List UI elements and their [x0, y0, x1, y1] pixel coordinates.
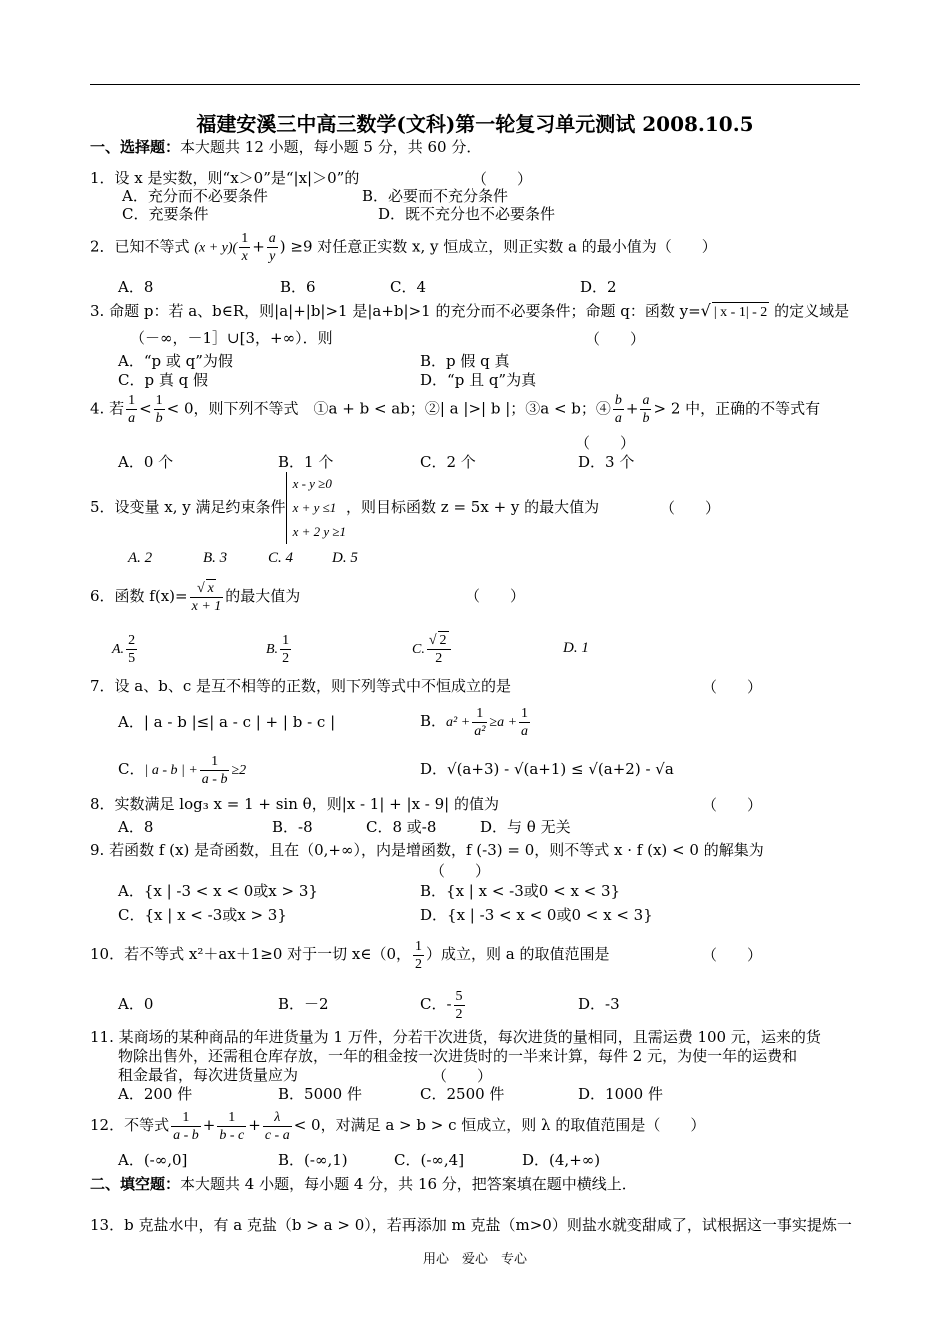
q5-option-b: B. 3: [203, 550, 228, 566]
q6-option-a-label: A.: [112, 642, 125, 657]
q6-option-b-label: B.: [266, 642, 279, 657]
q10-paren: （ ）: [702, 946, 763, 964]
q4-stem: 4. 若 $\frac{1}{a}$ < $\frac{1}{b}$ < 0，则下列不等式 ①a + b < ab；②| a |>| b |；③a < b；④ $\frac{b}{a}$ + $\frac{a}{b}$ > 2 中，正确的不等式有: [90, 393, 821, 426]
q5-constraint-1: x - y ≥0: [292, 476, 332, 491]
q12-frac-1-den: a - b: [173, 1127, 199, 1143]
q1-option-a: A．充分而不必要条件: [122, 187, 268, 205]
q12-post: < 0，对满足 a > b > c 恒成立，则 λ 的取值范围是（ ）: [293, 1116, 706, 1134]
q3-radicand: | x - 1| - 2: [712, 302, 769, 323]
q2-frac-2-den: y: [269, 249, 276, 264]
q10-option-c-label: C．-: [420, 995, 452, 1013]
q5-constraint-system: [286, 472, 346, 544]
q2-frac-1-den: x: [241, 249, 248, 264]
q10-option-a: A．0: [118, 995, 154, 1013]
q5-constraint-2: x + y ≤1: [292, 500, 337, 515]
q11-paren: （ ）: [432, 1067, 493, 1085]
q13-stem: 13．b 克盐水中，有 a 克盐（b > a > 0），若再添加 m 克盐（m>0）则盐水就变甜咸了，试根据这一事实提炼一: [90, 1216, 852, 1234]
q8-option-d: D．与 θ 无关: [480, 818, 571, 836]
section2-heading: 二、填空题：: [90, 1175, 181, 1193]
q4-frac-d: [640, 392, 651, 427]
q4-option-b: B．1 个: [278, 453, 334, 471]
section1: [90, 137, 481, 157]
q12-frac-1-num: 1: [171, 1109, 201, 1127]
q6-option-c-label: C.: [412, 642, 425, 657]
q6-option-d: D. 1: [563, 640, 589, 656]
q6-option-b-den: 2: [282, 650, 290, 666]
q6-option-b-num: 1: [282, 632, 290, 648]
q12-frac-3-num: λ: [263, 1109, 292, 1127]
q6-paren: （ ）: [465, 587, 526, 605]
q3-option-a: A．“p 或 q”为假: [118, 352, 233, 370]
q6-option-a-num: 2: [128, 632, 136, 648]
q4-post: > 2 中，正确的不等式有: [653, 399, 821, 418]
q12-pre: 12．不等式: [90, 1116, 170, 1134]
q7-option-b-f2-num: 1: [521, 705, 529, 721]
section1-desc: 本大题共 12 小题，每小题 5 分，共 60 分．: [180, 138, 482, 156]
q8-option-a: A．8: [118, 818, 154, 836]
q5-option-c: C. 4: [268, 550, 294, 566]
q4-paren: （ ）: [575, 434, 636, 452]
q5-option-a: A. 2: [128, 550, 153, 566]
q7-stem: 7．设 a、b、c 是互不相等的正数，则下列等式中不恒成立的是: [90, 677, 512, 695]
q4-frac-c-num: b: [614, 393, 622, 408]
q2-option-c: C．4: [390, 278, 427, 296]
q7-option-c-post: ≥2: [231, 763, 247, 778]
q6-option-c-den: 2: [435, 651, 443, 666]
q2-expr: (x + y)(: [194, 240, 238, 256]
q2-pre: 2．已知不等式: [90, 237, 190, 256]
q7-option-b-f2-den: a: [521, 723, 529, 739]
q4-pre: 4. 若: [90, 399, 125, 418]
q9-option-a: A．{x | -3 < x < 0或x > 3}: [118, 882, 318, 900]
q1-option-d: D．既不充分也不必要条件: [378, 205, 556, 223]
section2: [90, 1174, 637, 1194]
q6-frac-den: x + 1: [191, 599, 222, 614]
q8-option-c: C．8 或-8: [366, 818, 437, 836]
q11-option-a: A．200 件: [118, 1085, 193, 1103]
q4-frac-a-den: a: [128, 411, 136, 426]
q2-frac-1: [239, 230, 250, 265]
q11-line1: 11. 某商场的某种商品的年进货量为 1 万件，分若干次进货，每次进货的量相同，且需运费 100 元，运来的货: [90, 1028, 821, 1046]
q1-stem: 1．设 x 是实数，则“x＞0”是“|x|＞0”的: [90, 169, 360, 187]
q5-paren: （ ）: [660, 499, 721, 517]
q12-option-b: B．(-∞,1): [278, 1151, 348, 1169]
q6-option-a-den: 5: [128, 650, 136, 666]
q10-option-c-den: 2: [455, 1006, 463, 1022]
q7-option-b-mid: ≥a +: [489, 715, 518, 730]
q2-option-a: A．8: [118, 278, 154, 296]
q5-stem: [90, 470, 599, 544]
q11-option-c: C．2500 件: [420, 1085, 505, 1103]
q1-option-b: B．必要而不充分条件: [362, 187, 509, 205]
q10-option-d: D．-3: [578, 995, 620, 1013]
q2-post: ) ≥9 对任意正实数 x, y 恒成立，则正实数 a 的最小值为（ ）: [279, 237, 717, 256]
q3-line2: （－∞，－1］∪[3，+∞）．则: [130, 329, 333, 347]
q6-frac: $\frac{√ x}{x + 1}$: [191, 581, 222, 614]
q9-option-c: C．{x | x < -3或x > 3}: [118, 906, 287, 924]
q4-frac-b-den: b: [155, 411, 163, 426]
q3-stem: 3. 命题 p：若 a、b∈R，则|a|+|b|>1 是|a+b|>1 的充分而不必要条件；命题 q：函数 y=√ | x - 1| - 2 的定义域是: [90, 301, 849, 323]
q7-option-a: A．| a - b |≤| a - c | + | b - c |: [118, 713, 336, 731]
q9-paren: （ ）: [430, 862, 491, 880]
q12-option-a: A．(-∞,0]: [118, 1151, 188, 1169]
q3-stem-text: 3. 命题 p：若 a、b∈R，则|a|+|b|>1 是|a+b|>1 的充分而不必要条件；命题 q：函数 y=: [90, 302, 701, 320]
page-footer: 用心 爱心 专心: [422, 1252, 527, 1267]
q4-frac-a-num: 1: [128, 393, 136, 408]
q12-option-c: C．(-∞,4]: [394, 1151, 465, 1169]
q12-frac-3-den: c - a: [264, 1127, 290, 1143]
q5-post: ，则目标函数 z = 5x + y 的最大值为: [346, 498, 600, 516]
q11-option-b: B．5000 件: [278, 1085, 362, 1103]
q6-option-c-num: 2: [439, 633, 447, 648]
q6-post: 的最大值为: [225, 587, 301, 605]
q4-frac-d-num: a: [642, 393, 650, 408]
q6-stem: [90, 572, 300, 620]
q6-option-c: C. $\frac{√ 2}{2}$: [412, 626, 453, 672]
page-title: 福建安溪三中高三数学(文科)第一轮复习单元测试 2008.10.5: [196, 112, 754, 136]
q3-paren: （ ）: [585, 330, 646, 348]
q10-stem: [90, 932, 610, 976]
q4-frac-b-num: 1: [155, 393, 163, 408]
q4-frac-c: [613, 392, 624, 427]
q11-line2: 物除出售外，还需租仓库存放，一年的租金按一次进货时的一半来计算，每件 2 元，为使一年的运费和: [118, 1047, 798, 1065]
q4-frac-d-den: b: [642, 411, 650, 426]
q12-frac-2-den: b - c: [219, 1127, 245, 1143]
q1-option-c: C．充要条件: [122, 205, 209, 223]
q2-frac-1-num: 1: [241, 231, 249, 246]
q10-pre: 10．若不等式 x²＋ax＋1≥0 对于一切 x∈（0，: [90, 945, 412, 963]
q2-frac-2: [267, 230, 278, 265]
q3-option-b: B．p 假 q 真: [420, 352, 510, 370]
q9-option-d: D．{x | -3 < x < 0或0 < x < 3}: [420, 906, 653, 924]
q9-stem: 9. 若函数 f (x) 是奇函数，且在（0,+∞），内是增函数，f (-3) = 0，则不等式 x · f (x) < 0 的解集为: [90, 841, 764, 859]
q11-line3: 租金最省，每次进货量应为: [118, 1066, 299, 1084]
section2-desc: 本大题共 4 小题，每小题 4 分，共 16 分，把答案填在题中横线上．: [180, 1175, 637, 1193]
q7-option-c: [118, 748, 246, 792]
q2-frac-2-num: a: [268, 231, 276, 246]
q4-frac-c-den: a: [614, 411, 622, 426]
q11-option-d: D．1000 件: [578, 1085, 663, 1103]
q10-option-b: B．－2: [278, 995, 329, 1013]
q2-option-d: D．2: [580, 278, 617, 296]
q7-option-c-label: C．: [118, 760, 145, 778]
q4-frac-a: [126, 392, 137, 427]
q8-stem: 8．实数满足 log₃ x = 1 + sin θ，则|x - 1| + |x - 9| 的值为: [90, 795, 499, 813]
q12-option-d: D．(4,+∞): [522, 1151, 601, 1169]
q12-frac-2-num: 1: [217, 1109, 246, 1127]
q3-option-d: D．“p 且 q”为真: [420, 371, 537, 389]
q2-option-b: B．6: [280, 278, 316, 296]
q3-option-c: C．p 真 q 假: [118, 371, 208, 389]
q1-paren: （ ）: [472, 170, 533, 188]
q7-option-b: [420, 700, 532, 744]
q2-stem: 2．已知不等式 (x + y)( $\frac{1}{x}$ + $\frac{a}{y}$ ) ≥9 对任意正实数 x, y 恒成立，则正实数 a 的最小值为（ ）: [90, 231, 717, 264]
section1-heading: 一、选择题：: [90, 138, 181, 156]
q10-option-c: [420, 982, 467, 1026]
q6-option-a: [112, 626, 139, 672]
q10-option-c-num: 5: [455, 988, 463, 1004]
q7-paren: （ ）: [702, 678, 763, 696]
q7-option-c-den: a - b: [201, 771, 228, 787]
q7-option-b-pre: a² +: [446, 715, 471, 730]
q5-constraint-3: x + 2 y ≥1: [292, 524, 347, 539]
q7-option-b-f1-den: a²: [474, 723, 486, 739]
q6-pre: 6．函数 f(x)=: [90, 587, 188, 605]
q10-post: ）成立，则 a 的取值范围是: [426, 945, 610, 963]
q10-frac-den: 2: [415, 956, 423, 972]
q6-frac-num: x: [207, 581, 214, 596]
q8-paren: （ ）: [702, 796, 763, 814]
q4-option-c: C．2 个: [420, 453, 476, 471]
q7-option-d: D．√(a+3) - √(a+1) ≤ √(a+2) - √a: [420, 760, 674, 778]
q4-option-a: A．0 个: [118, 453, 174, 471]
q10-frac-num: 1: [415, 938, 423, 954]
q7-option-c-num: 1: [200, 753, 230, 771]
q4-mid: < 0，则下列不等式 ①a + b < ab；②| a |>| b |；③a < b；④: [166, 399, 611, 418]
q4-frac-b: [154, 392, 165, 427]
q7-option-c-pre: | a - b | +: [144, 763, 198, 778]
q7-option-b-f1-num: 1: [472, 705, 487, 723]
header-rule: [90, 84, 860, 85]
q5-pre: 5．设变量 x, y 满足约束条件: [90, 498, 286, 516]
q8-option-b: B．-8: [272, 818, 313, 836]
q5-option-d: D. 5: [332, 550, 358, 566]
q12-stem: 12．不等式 $\frac{1}{a - b}$ + $\frac{1}{b - c}$ + $\frac{\lambda}{c - a}$ < 0，对满足 a > b > c 恒成立，则 λ 的取值范围是（ ）: [90, 1109, 706, 1143]
q3-tail: 的定义域是: [774, 302, 850, 320]
q7-option-b-label: B．: [420, 712, 447, 730]
q9-option-b: B．{x | x < -3或0 < x < 3}: [420, 882, 621, 900]
q6-option-b: [266, 626, 293, 672]
q4-option-d: D．3 个: [578, 453, 635, 471]
